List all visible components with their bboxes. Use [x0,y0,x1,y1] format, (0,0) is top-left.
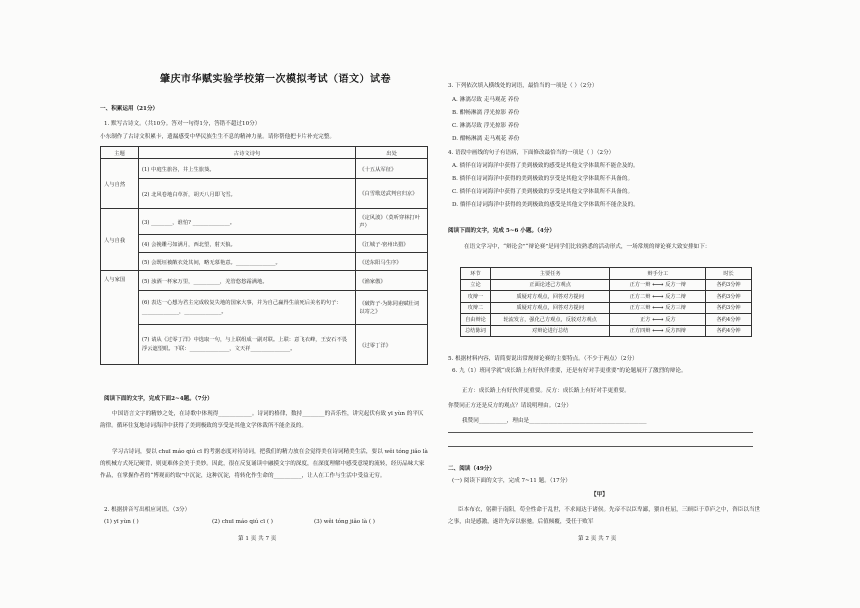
q3-option-b: B. 酣畅淋漓 浮光掠影 养份 [452,110,520,116]
source-cell: 《江城子·密州出猎》 [356,235,428,253]
question-1: 1. 默写古诗文。（共10分。答对一句得1分，答错不超过10分） [104,121,261,127]
section-1-heading: 一、积累运用（21分） [100,106,159,112]
time-cell: 各约4分钟 [706,325,752,337]
debate-table [460,267,752,337]
theme-cell: 人与自我 [101,209,139,271]
double-arrow-icon: ⟷ [652,291,664,301]
theme-cell: 人与自然 [101,159,139,209]
table-header: 主要任务 [490,268,610,280]
poem-line: (5) 会既垣被敞衣处其间，略无慕艳意。_______________。 [138,253,355,271]
task-cell: 质疑对方观点，回答对方提问 [490,302,610,314]
roles-cell [610,302,706,314]
table-row [461,291,752,303]
task-cell: 质疑对方观点，回答对方提问 [490,291,610,303]
pro-role: 正方一辩 [629,282,651,289]
source-cell: 《渔家傲》 [356,271,428,291]
roles-cell [610,325,706,337]
con-role: 反方二辩 [665,293,686,300]
stage-cell: 总结陈词 [461,325,491,337]
table-row [461,325,752,337]
poem-line: (5) 浊酒一杯家万里，__________，羌管悠悠霜满地。 [138,271,355,291]
con-role: 反方 [665,316,676,323]
source-cell: 《定风波》（莫听穿林打叶声） [356,209,428,235]
table-header: 环节 [461,268,491,280]
source-cell: 《白雪歌送武判官归京》 [356,179,428,209]
q3-option-c: C. 淋漓尽致 浮光掠影 养份 [452,123,520,129]
passage-paragraph-2: 学习古诗词，要以 chuī máo qiú cī 的考据态度对待诗词，把我们的精力放在会觉得美在诗词精美生活，要以 wěi tóng jiǎo là 的机械方式死记硬背，则更难体会美于美妙。因此，很在反复诵读中融摸文字的深度，在深度理解中感受意境的流转，经历品味大家作品，在掌握作者的“博观而约取”中沉淀，这种沉淀，将转化作生命的__________，让人在工作与生活中受益无穷。 [100,449,428,479]
roles-cell [610,279,706,291]
pro-role: 正方四辩 [629,328,651,335]
q4-option-c: C. 徜徉在诗词海洋中获得了美到极致的享受是其他文学体裁所不具备的。 [452,189,634,195]
time-cell: 各约3分钟 [706,279,752,291]
left-page [100,0,428,608]
table-row [461,302,752,314]
stage-cell: 自由辩论 [461,314,491,326]
passage-paragraph-1: 中国语言文字的精妙之处，在诗歌中体现得____________。诗词的格律，数持________的音乐性，讲究起伏有致 yī yùn 的平仄韵律。循环往复地诗词海洋中获得了美到极致的享受是其他文学体裁所不能企及的。 [100,411,424,429]
time-cell: 各约4分钟 [706,314,752,326]
stage-cell: 攻辩二 [461,302,491,314]
task-cell: 对辩论进行总结 [490,325,610,337]
table-header: 时长 [706,268,752,280]
source-cell: 《送东阳马生序》 [356,253,428,271]
double-arrow-icon: ⟷ [652,280,664,290]
reading-question-2: 阅读下面的文字，完成 5~6 小题。（4分） [448,228,555,234]
question-6: 6. 九（1）班同学就“成长路上有好伙伴重要，还是有好对手更重要”的论题展开了激烈的辩论。 [452,368,687,374]
q3-option-a: A. 淋漓尽致 走马观花 养份 [452,97,520,103]
poem-line: (4) 会挽雕弓如满月，西北望，射天狼。 [138,235,355,253]
pinyin-option-3: (3) wěi tóng jiǎo là ( ) [314,519,375,525]
poem-line: (7) 请从《过零丁洋》中选取一句，与上联组成一副对联。上联：意飞衣峰，王安石不畏浮云遮望眼。下联：_______________，文天祥_______________。 [138,325,355,365]
answer-fill-line: 我赞同__________，理由是__________________________________________ [462,418,647,424]
question-1-desc: 小东制作了古诗文积累卡，遗漏感受中华民族生生不息的精神力量。请你帮他把卡片补充完整。 [100,134,335,140]
right-page [448,0,766,608]
table-header: 出处 [356,147,428,159]
question-5: 5. 根据材料内容，请简要说出常规辩论赛的主要特点。（不少于两点）（2分） [448,356,638,362]
pro-role: 正方 [640,316,651,323]
con-role: 反方四辩 [665,328,686,335]
reading-question: 阅读下面的文字，完成下面2~4题。（7分） [104,396,213,402]
passage-label-jia: 【甲】 [591,492,608,498]
time-cell: 各约3分钟 [706,291,752,303]
section-2-1-heading: (一) 阅读下面的文字，完成 7~11 题。（17分） [452,478,571,484]
theme-cell: 人与家国 [101,271,139,365]
debate-positions: 正方：成长路上有好伙伴更重要。反方：成长路上有好对手更重要。 [462,388,630,394]
time-cell: 各约3分钟 [706,302,752,314]
pinyin-option-2: (2) chuī máo qiú cī ( ) [212,519,273,525]
question-4: 4. 语段中画线的句子有语病，下面修改最恰当的一项是（ ）（2分） [448,150,615,156]
pinyin-option-1: (1) yī yùn ( ) [104,519,139,525]
table-row [461,279,752,291]
q4-option-b: B. 徜徉在诗词海洋中获得的美到极致的享受是其他文学体裁所不具备的。 [452,176,634,182]
poem-line: (6) 表达一心想为君主完成收复失地的国家大事，并为自己赢得生前死后美名的句子：______________，______________。 [138,291,355,325]
answer-line [448,446,753,447]
double-arrow-icon: ⟷ [652,303,664,313]
question-2: 2. 根据拼音写出相应词语。（3分） [104,507,191,513]
task-cell: 轮流发言，强化己方观点，反驳对方观点 [490,314,610,326]
table-header: 辩手分工 [610,268,706,280]
question-6-ask: 你赞同正方还是反方的观点？请说明理由。（2分） [448,403,572,409]
section-2-heading: 二、阅读（49分） [448,466,495,472]
source-cell: 《过零丁洋》 [356,325,428,365]
poem-line: (1) 中庭生旅谷，井上生旅葵。 [138,159,355,179]
q3-option-d: D. 酣畅淋漓 走马观花 养份 [452,136,520,142]
page-footer-right: 第 2 页 共 7 页 [578,536,617,542]
roles-cell [610,291,706,303]
stage-cell: 攻辩一 [461,291,491,303]
poem-line: (2) 北风卷地白草折，胡天八月即飞雪。 [138,179,355,209]
question-3: 3. 下列依次填入横线处的词语，最恰当的一项是（ ）（2分） [448,83,598,89]
table-row [461,314,752,326]
source-cell: 《十五从军征》 [356,159,428,179]
page-footer-left: 第 1 页 共 7 页 [238,536,277,542]
classical-passage: 臣本布衣，躬耕于南阳，苟全性命于乱世，不求闻达于诸侯。先帝不以臣卑鄙，猥自枉屈，三顾臣于草庐之中，咨臣以当世之事，由是感激，遂许先帝以驱驰。后值倾覆，受任于败军 [448,507,761,525]
stage-cell: 立论 [461,279,491,291]
answer-line [448,432,753,433]
con-role: 反方一辩 [665,282,686,289]
q4-option-a: A. 徜徉在诗词海洋中获得了美到极致的感受是其他文学体裁所不能企及的。 [452,163,639,169]
pro-role: 正方三辩 [629,305,651,312]
pro-role: 正方二辩 [629,293,651,300]
table-header: 古诗文诗句 [138,147,355,159]
poem-table [100,146,428,365]
double-arrow-icon: ⟷ [652,314,664,324]
exam-title: 肇庆市华赋实验学校第一次模拟考试（语文）试卷 [160,74,391,85]
task-cell: 正面论述己方观点 [490,279,610,291]
debate-intro: 在语文学习中，“辩论会”“辩论赛”是同学们比较熟悉的活动形式，一场常规的辩论赛大致安排如下： [464,244,711,250]
double-arrow-icon: ⟷ [652,326,664,336]
table-header: 主题 [101,147,139,159]
poem-line: (3) ________，谁怕? ______________。 [138,209,355,235]
roles-cell [610,314,706,326]
q4-option-d: D. 徜徉在诗词海洋中获得的美到极致的感受是其他文学体裁所不能企及的。 [452,202,639,208]
source-cell: 《破阵子·为陈同甫赋壮词以寄之》 [356,291,428,325]
con-role: 反方三辩 [665,305,686,312]
